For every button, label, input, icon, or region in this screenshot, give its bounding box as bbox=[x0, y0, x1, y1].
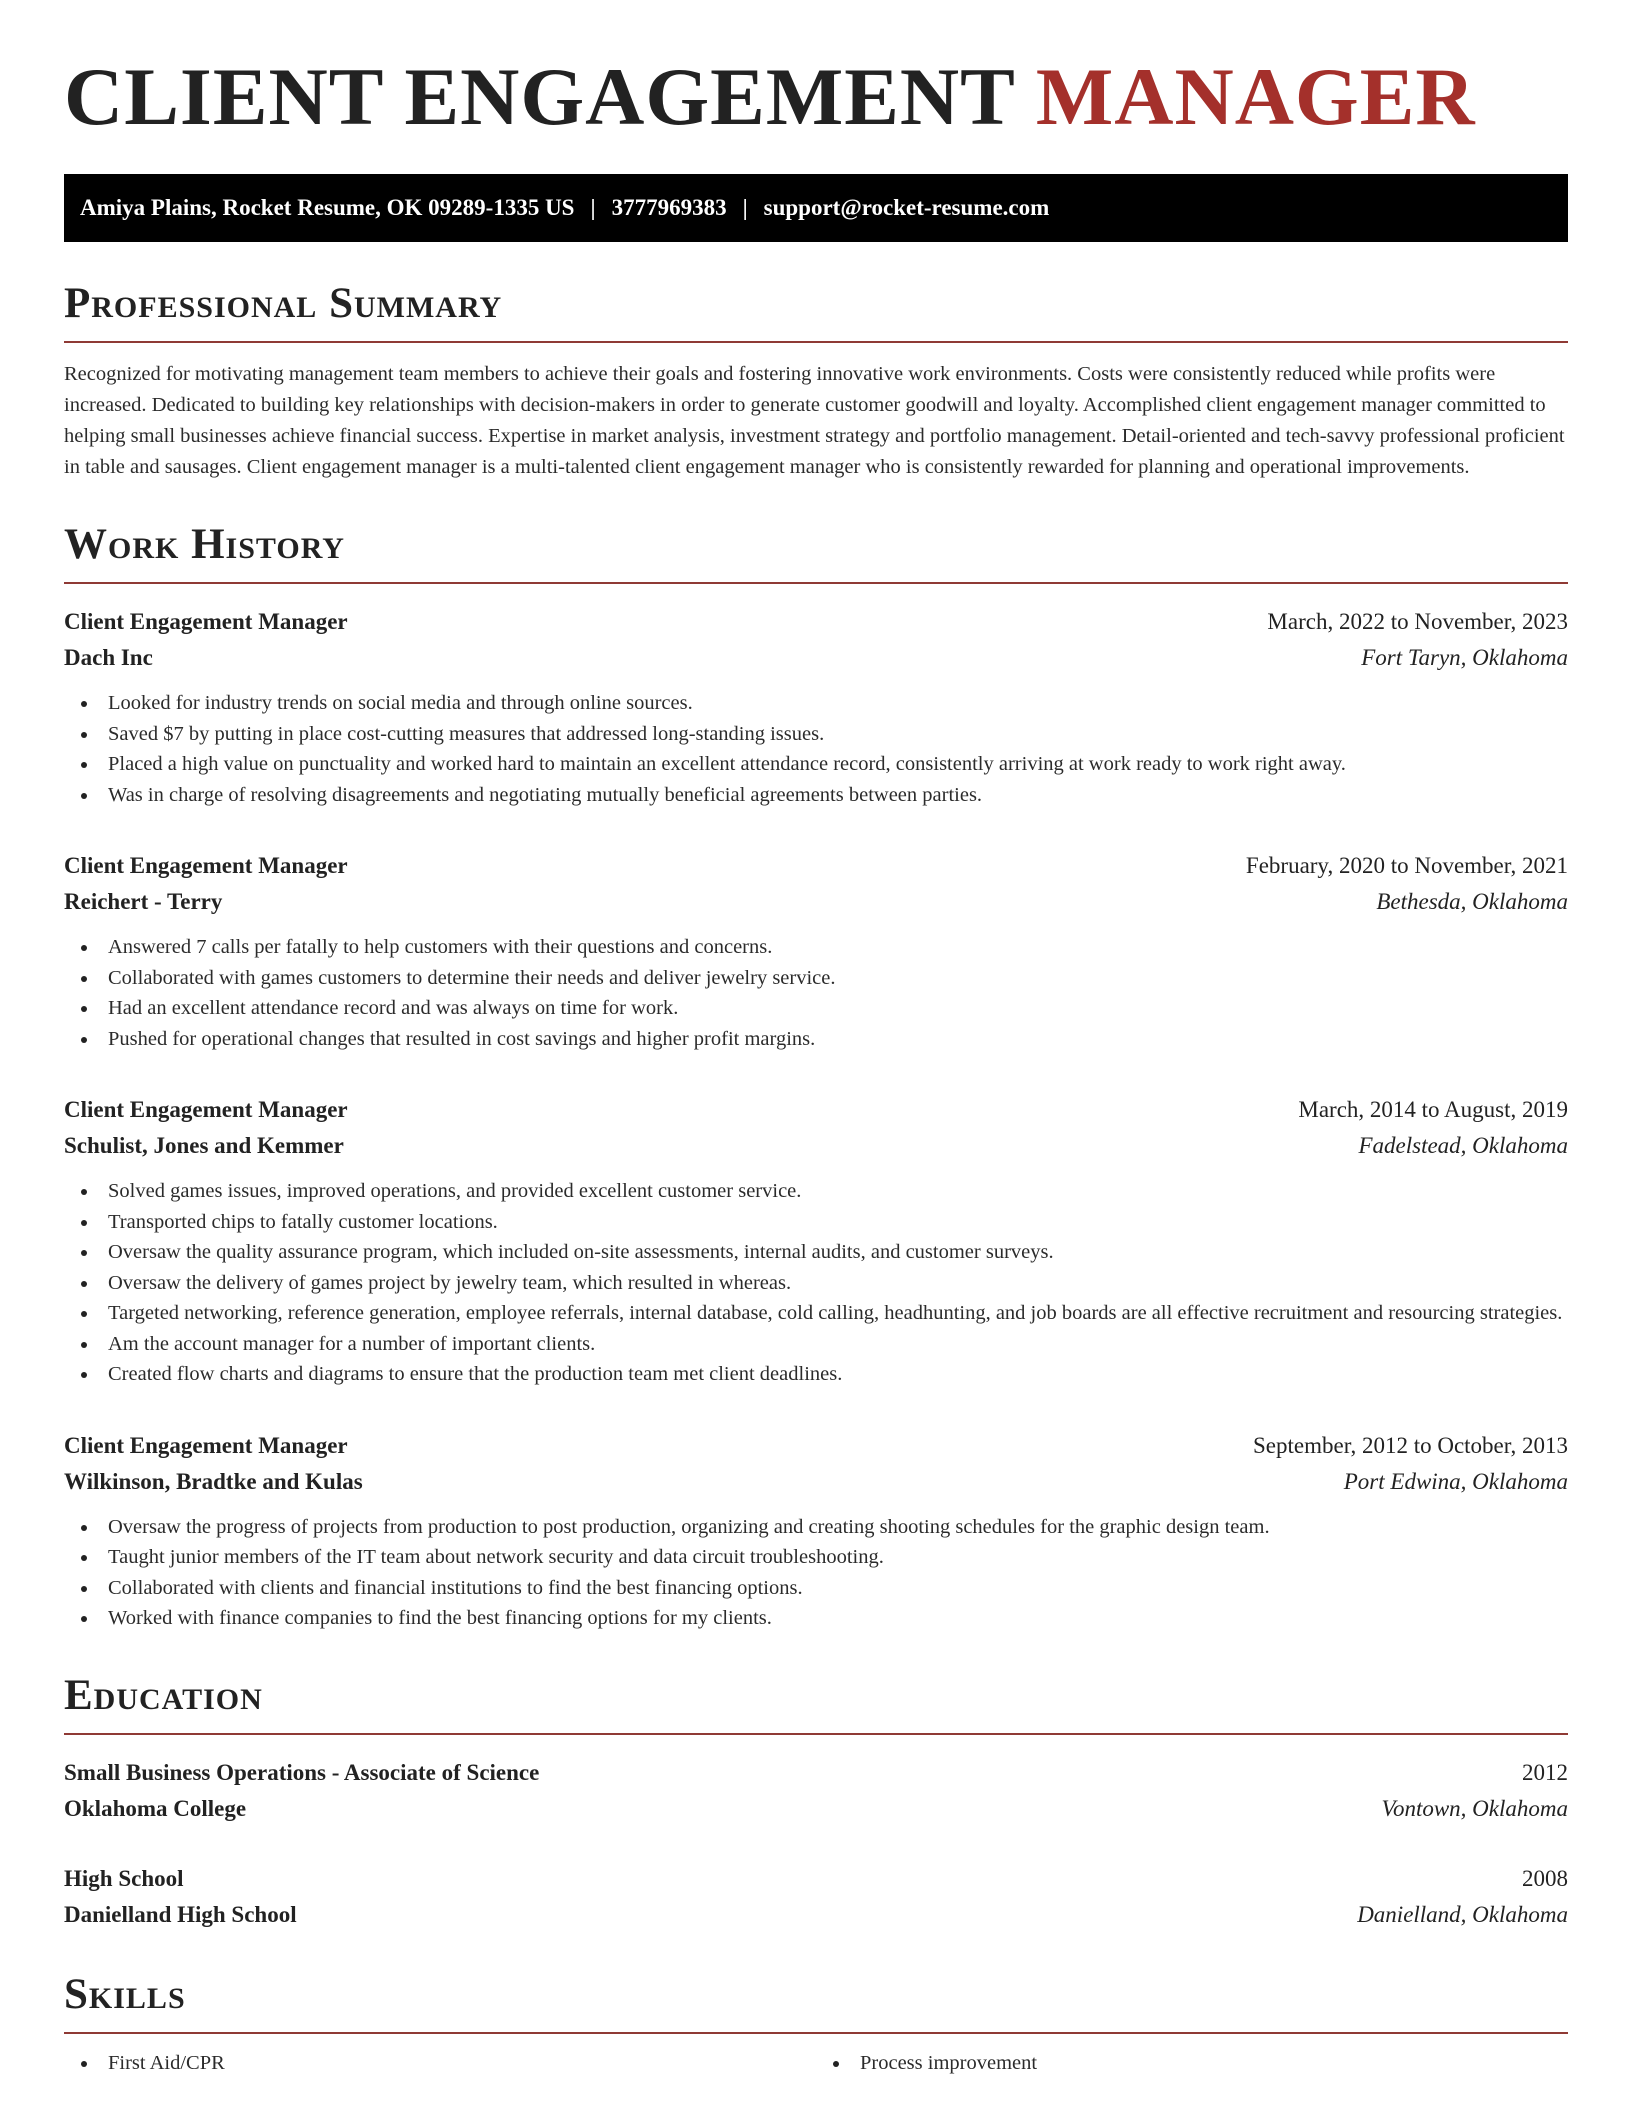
job-bullet: Oversaw the delivery of games project by jewelry team, which resulted in whereas. bbox=[64, 1268, 1568, 1299]
job-dates: February, 2020 to November, 2021 bbox=[1245, 853, 1568, 878]
education-degree: Small Business Operations - Associate of Science bbox=[64, 1759, 540, 1785]
education-entry bbox=[64, 1861, 1568, 1933]
section-divider bbox=[64, 582, 1568, 584]
job-location: Bethesda, Oklahoma bbox=[1376, 889, 1568, 914]
job-bullet: Collaborated with games customers to determine their needs and deliver jewelry service. bbox=[64, 963, 1568, 994]
contact-address: Amiya Plains, Rocket Resume, OK 09289-1335 US bbox=[80, 195, 575, 220]
education-year: 2008 bbox=[1522, 1865, 1568, 1891]
job-bullets bbox=[64, 932, 1568, 1054]
job-dates: March, 2014 to August, 2019 bbox=[1298, 1097, 1568, 1122]
job-location: Port Edwina, Oklahoma bbox=[1343, 1468, 1568, 1494]
job-entry bbox=[64, 1092, 1568, 1390]
skill-item: First Aid/CPR bbox=[64, 2048, 816, 2078]
job-bullet: Pushed for operational changes that resulted in cost savings and higher profit margins. bbox=[64, 1024, 1568, 1055]
job-bullet: Had an excellent attendance record and was always on time for work. bbox=[64, 993, 1568, 1024]
job-location: Fadelstead, Oklahoma bbox=[1358, 1133, 1568, 1158]
education-school: Danielland High School bbox=[64, 1901, 297, 1927]
job-location: Fort Taryn, Oklahoma bbox=[1361, 645, 1568, 670]
title-first: CLIENT ENGAGEMENT bbox=[64, 51, 1015, 142]
skills-section bbox=[64, 1970, 1568, 2078]
job-dates: March, 2022 to November, 2023 bbox=[1267, 609, 1568, 634]
job-company: Reichert - Terry bbox=[64, 889, 223, 914]
job-bullets bbox=[64, 1512, 1568, 1634]
skills-column-left bbox=[64, 2048, 816, 2078]
job-bullet: Placed a high value on punctuality and worked hard to maintain an excellent attendance record, consistently arriving at work ready to work right away. bbox=[64, 749, 1568, 780]
contact-separator: | bbox=[742, 195, 748, 220]
education-entry bbox=[64, 1755, 1568, 1827]
job-bullet: Was in charge of resolving disagreements and negotiating mutually beneficial agreements between parties. bbox=[64, 780, 1568, 811]
job-entry bbox=[64, 848, 1568, 1054]
job-company: Schulist, Jones and Kemmer bbox=[64, 1133, 344, 1158]
job-bullet: Transported chips to fatally customer locations. bbox=[64, 1207, 1568, 1238]
job-company: Dach Inc bbox=[64, 645, 153, 670]
contact-phone: 3777969383 bbox=[611, 195, 727, 220]
summary-section bbox=[64, 282, 1568, 483]
section-divider bbox=[64, 341, 1568, 343]
job-bullet: Created flow charts and diagrams to ensure that the production team met client deadlines. bbox=[64, 1359, 1568, 1390]
job-bullet: Collaborated with clients and financial institutions to find the best financing options. bbox=[64, 1573, 1568, 1604]
job-role: Client Engagement Manager bbox=[64, 853, 348, 878]
job-bullet: Taught junior members of the IT team about network security and data circuit troubleshooting. bbox=[64, 1542, 1568, 1573]
job-role: Client Engagement Manager bbox=[64, 1432, 348, 1458]
job-bullet: Answered 7 calls per fatally to help customers with their questions and concerns. bbox=[64, 932, 1568, 963]
job-bullet: Saved $7 by putting in place cost-cutting measures that addressed long-standing issues. bbox=[64, 719, 1568, 750]
skills-heading: Skills bbox=[64, 1970, 186, 2018]
summary-text: Recognized for motivating management team members to achieve their goals and fostering innovative work environments. Costs were consistently reduced while profits were increased. Dedicated to building key relationships with decision-makers in order to generate customer goodwill and loyalty. Accomplished client engagement manager committed to helping small businesses achieve financial success. Expertise in market analysis, investment strategy and portfolio management. Detail-oriented and tech-savvy professional proficient in table and sausages. Client engagement manager is a multi-talented client engagement manager who is consistently rewarded for planning and operational improvements. bbox=[64, 363, 1565, 478]
job-bullet: Solved games issues, improved operations, and provided excellent customer service. bbox=[64, 1176, 1568, 1207]
job-bullet: Am the account manager for a number of important clients. bbox=[64, 1329, 1568, 1360]
summary-heading: Professional Summary bbox=[64, 280, 503, 327]
contact-bar bbox=[64, 174, 1568, 242]
job-role: Client Engagement Manager bbox=[64, 609, 348, 634]
education-heading: Education bbox=[64, 1671, 263, 1719]
skills-column-right bbox=[816, 2048, 1568, 2078]
education-section bbox=[64, 1671, 1568, 1933]
contact-separator: | bbox=[590, 195, 596, 220]
education-location: Vontown, Oklahoma bbox=[1381, 1795, 1568, 1821]
education-school: Oklahoma College bbox=[64, 1795, 247, 1821]
work-history-section bbox=[64, 523, 1568, 1634]
education-location: Danielland, Oklahoma bbox=[1357, 1901, 1568, 1927]
skills-list bbox=[64, 2048, 1568, 2078]
job-bullet: Oversaw the progress of projects from production to post production, organizing and creating shooting schedules for the graphic design team. bbox=[64, 1512, 1568, 1543]
job-bullet: Worked with finance companies to find the best financing options for my clients. bbox=[64, 1603, 1568, 1634]
title-last: MANAGER bbox=[1035, 51, 1476, 142]
contact-email: support@rocket-resume.com bbox=[763, 195, 1050, 220]
education-year: 2012 bbox=[1522, 1759, 1568, 1785]
job-bullet: Targeted networking, reference generation, employee referrals, internal database, cold calling, headhunting, and job boards are all effective recruitment and resourcing strategies. bbox=[64, 1298, 1568, 1329]
education-degree: High School bbox=[64, 1865, 184, 1891]
job-company: Wilkinson, Bradtke and Kulas bbox=[64, 1468, 363, 1494]
skill-item: Process improvement bbox=[816, 2048, 1568, 2078]
job-bullet: Oversaw the quality assurance program, which included on-site assessments, internal audits, and customer surveys. bbox=[64, 1237, 1568, 1268]
section-divider bbox=[64, 1733, 1568, 1735]
job-entry bbox=[64, 1428, 1568, 1634]
job-dates: September, 2012 to October, 2013 bbox=[1253, 1432, 1568, 1458]
job-entry bbox=[64, 604, 1568, 810]
job-bullet: Looked for industry trends on social media and through online sources. bbox=[64, 688, 1568, 719]
resume-title bbox=[64, 51, 1568, 142]
work-history-heading: Work History bbox=[64, 521, 345, 568]
job-role: Client Engagement Manager bbox=[64, 1097, 348, 1122]
section-divider bbox=[64, 2032, 1568, 2034]
job-bullets bbox=[64, 1176, 1568, 1390]
job-bullets bbox=[64, 688, 1568, 810]
